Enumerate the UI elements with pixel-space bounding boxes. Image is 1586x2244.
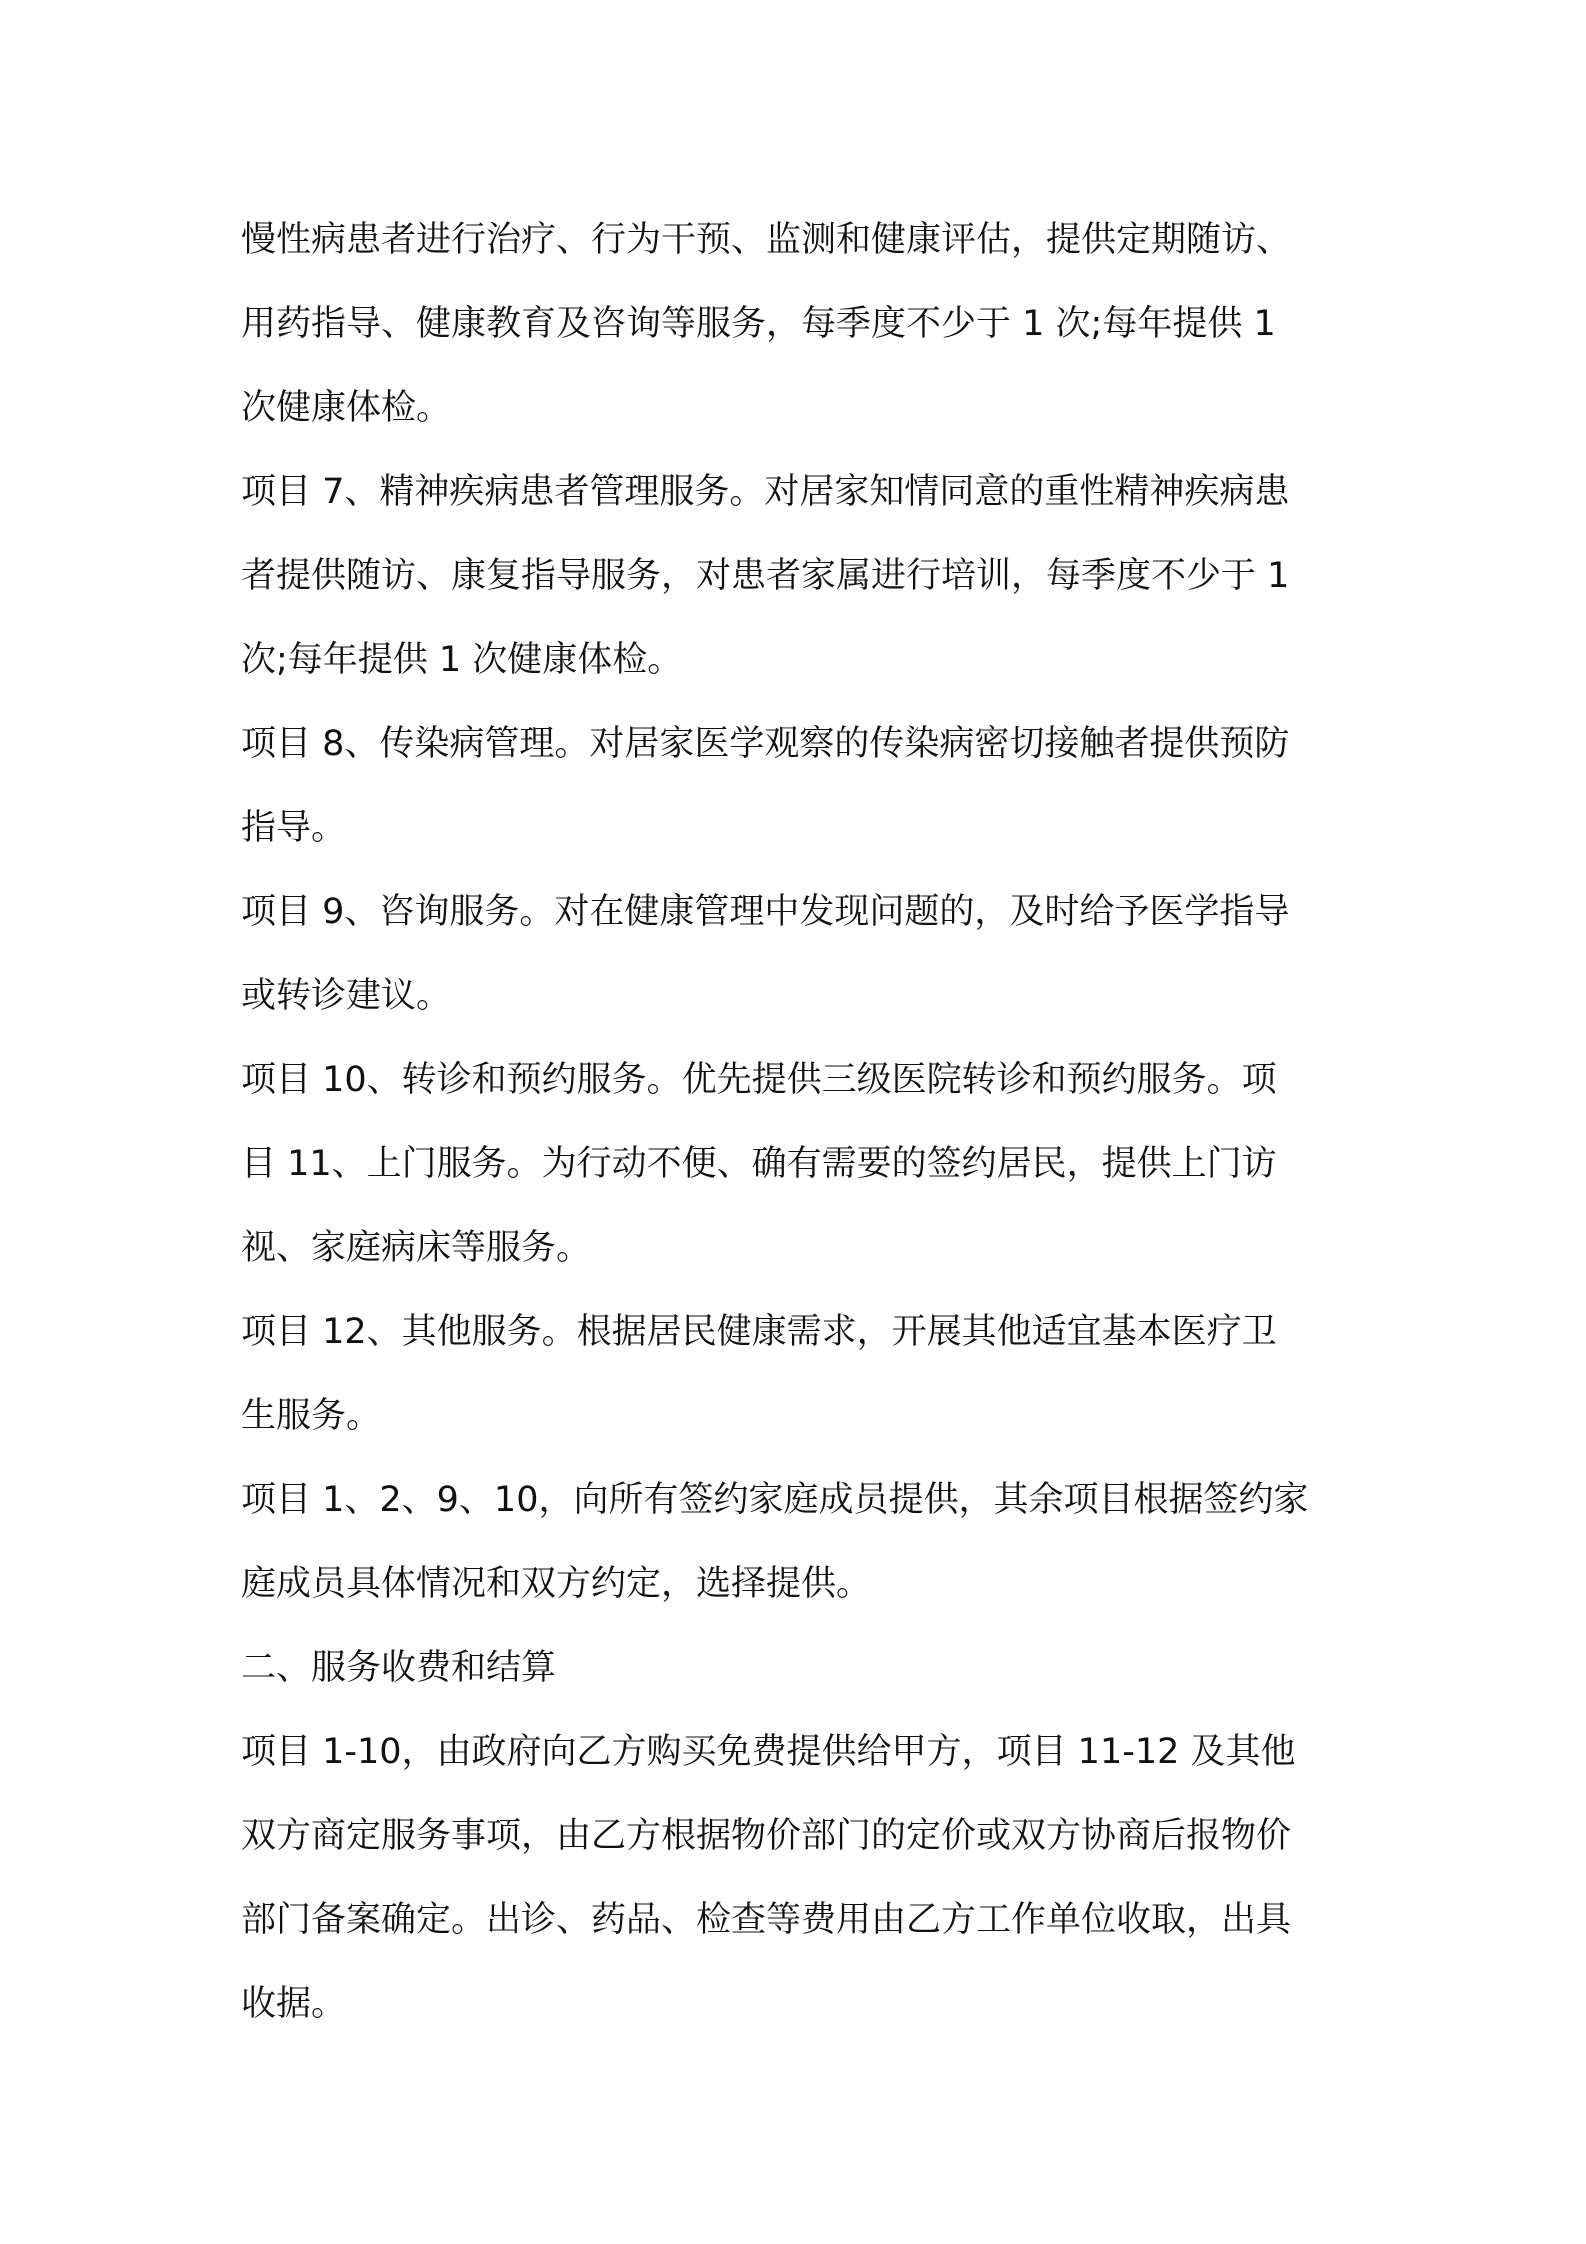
text-line: 收据。 [241, 1984, 347, 2024]
text-line: 目 11、上门服务。为行动不便、确有需要的签约居民，提供上门访 [241, 1144, 1277, 1184]
text-line: 项目 7、精神疾病患者管理服务。对居家知情同意的重性精神疾病患 [241, 472, 1290, 512]
text-line: 或转诊建议。 [241, 976, 452, 1016]
document-body [241, 198, 1361, 2046]
text-line: 项目 9、咨询服务。对在健康管理中发现问题的，及时给予医学指导 [241, 892, 1290, 932]
text-line: 视、家庭病床等服务。 [241, 1228, 592, 1268]
text-line: 项目 1、2、9、10，向所有签约家庭成员提供，其余项目根据签约家 [241, 1480, 1309, 1520]
text-line: 项目 1-10，由政府向乙方购买免费提供给甲方，项目 11-12 及其他 [241, 1732, 1296, 1772]
text-line: 生服务。 [241, 1396, 382, 1436]
text-line: 慢性病患者进行治疗、行为干预、监测和健康评估，提供定期随访、 [241, 220, 1292, 260]
text-line: 项目 12、其他服务。根据居民健康需求，开展其他适宜基本医疗卫 [241, 1312, 1277, 1352]
text-line: 次;每年提供 1 次健康体检。 [241, 640, 683, 680]
section-heading: 二、服务收费和结算 [241, 1648, 557, 1688]
text-line: 次健康体检。 [241, 388, 452, 428]
text-line: 项目 8、传染病管理。对居家医学观察的传染病密切接触者提供预防 [241, 724, 1290, 764]
text-line: 用药指导、健康教育及咨询等服务，每季度不少于 1 次;每年提供 1 [241, 304, 1276, 344]
text-line: 庭成员具体情况和双方约定，选择提供。 [241, 1564, 872, 1604]
text-line: 双方商定服务事项，由乙方根据物价部门的定价或双方协商后报物价 [241, 1816, 1292, 1856]
text-line: 部门备案确定。出诊、药品、检查等费用由乙方工作单位收取，出具 [241, 1900, 1292, 1940]
text-line: 项目 10、转诊和预约服务。优先提供三级医院转诊和预约服务。项 [241, 1060, 1277, 1100]
text-line: 者提供随访、康复指导服务，对患者家属进行培训，每季度不少于 1 [241, 556, 1290, 596]
text-line: 指导。 [241, 808, 347, 848]
